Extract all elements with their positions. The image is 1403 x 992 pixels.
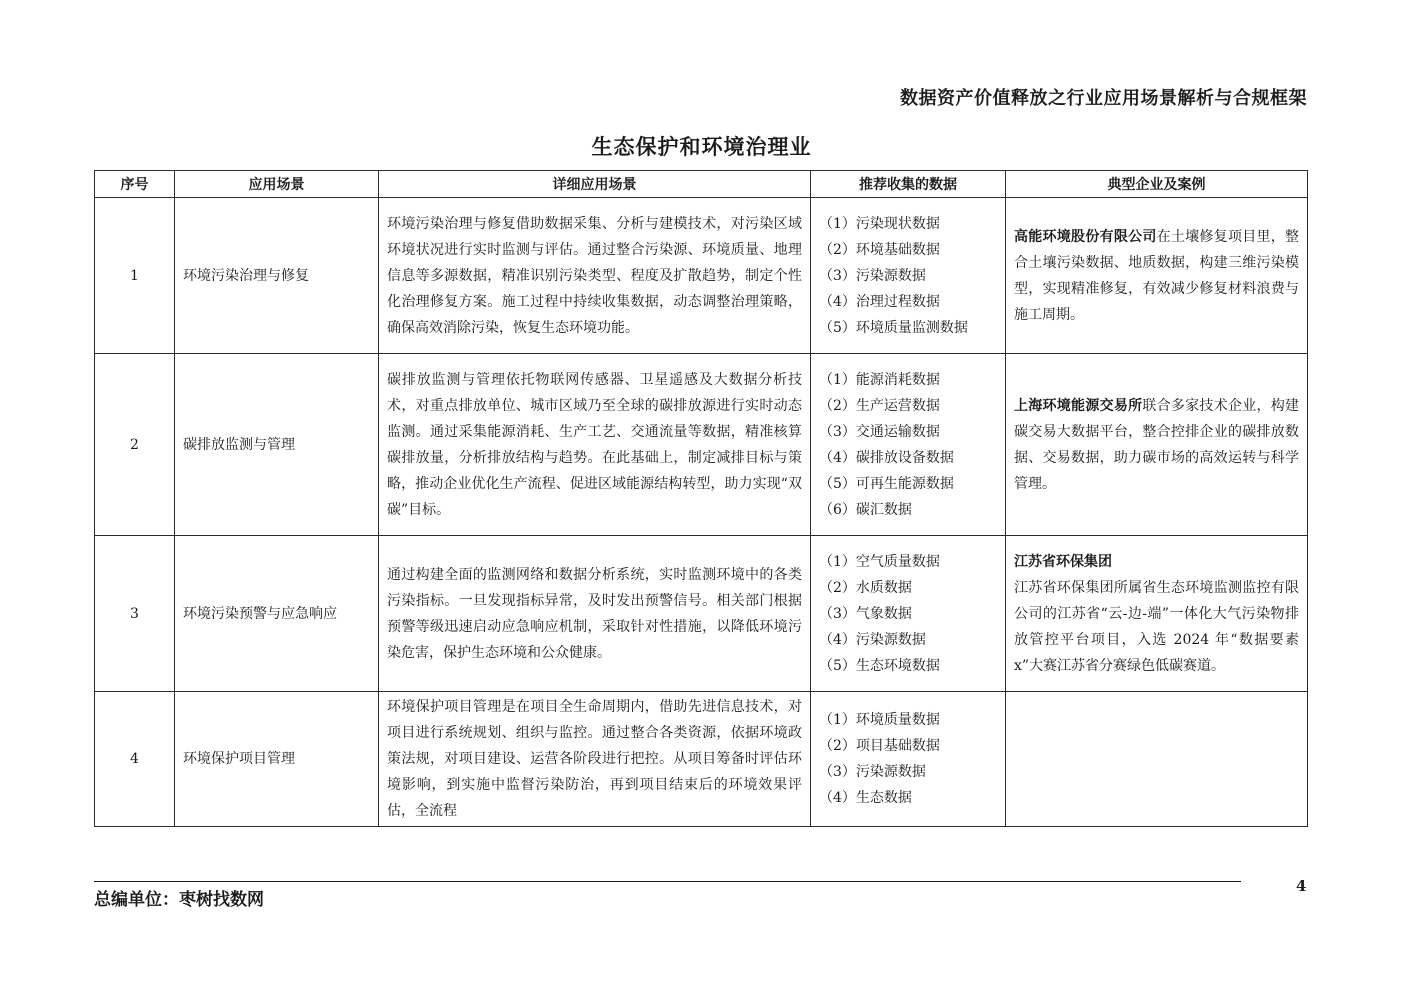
row-detail: 碳排放监测与管理依托物联网传感器、卫星遥感及大数据分析技术，对重点排放单位、城市区域乃至全球的碳排放源进行实时动态监测。通过采集能源消耗、生产工艺、交通流量等数据，精准核算碳排放量，分析排放结构与趋势。在此基础上，制定减排目标与策略，推动企业优化生产流程、促进区域能源结构转型，助力实现“双碳”目标。	[379, 354, 811, 536]
table-row	[95, 354, 1308, 536]
scenario-table	[94, 170, 1308, 827]
row-scene: 碳排放监测与管理	[175, 354, 379, 536]
data-item: （4）生态数据	[819, 790, 912, 806]
row-scene: 环境保护项目管理	[175, 692, 379, 827]
running-header-title: 数据资产价值释放之行业应用场景解析与合规框架	[900, 88, 1307, 109]
row-detail: 环境保护项目管理是在项目全生命周期内，借助先进信息技术，对项目进行系统规划、组织与监控。通过整合各类资源，依据环境政策法规，对项目建设、运营各阶段进行把控。从项目筹备时评估环境影响，到实施中监督污染防治，再到项目结束后的环境效果评估，全流程	[379, 692, 811, 827]
row-case	[1006, 198, 1308, 354]
row-data-list	[811, 354, 1006, 536]
case-company: 江苏省环保集团	[1014, 553, 1112, 570]
page-number: 4	[1296, 877, 1307, 895]
row-scene: 环境污染治理与修复	[175, 198, 379, 354]
row-number: 4	[95, 692, 175, 827]
column-header-case: 典型企业及案例	[1006, 171, 1308, 198]
case-company: 上海环境能源交易所	[1014, 397, 1143, 414]
data-item: （2）项目基础数据	[819, 738, 940, 754]
data-item: （1）空气质量数据	[819, 553, 940, 570]
data-item: （2）环境基础数据	[819, 241, 940, 258]
row-case	[1006, 354, 1308, 536]
case-text: 联合多家技术企业，构建碳交易大数据平台，整合控排企业的碳排放数据、交易数据，助力碳市场的高效运转与科学管理。	[1014, 397, 1300, 492]
table-row	[95, 536, 1308, 692]
case-company: 高能环境股份有限公司	[1014, 228, 1157, 245]
data-item: （3）气象数据	[819, 605, 912, 622]
case-text: 江苏省环保集团所属省生态环境监测监控有限公司的江苏省“云-边-端”一体化大气污染物排放管控平台项目，入选 2024 年“数据要素 x”大赛江苏省分赛绿色低碳赛道。	[1014, 579, 1299, 674]
table-header-row	[95, 171, 1308, 198]
row-number: 3	[95, 536, 175, 692]
table-row	[95, 692, 1308, 827]
data-item: （3）污染源数据	[819, 764, 926, 780]
column-header-detail: 详细应用场景	[379, 171, 811, 198]
data-item: （2）水质数据	[819, 579, 912, 596]
data-item: （2）生产运营数据	[819, 397, 940, 414]
data-item: （1）污染现状数据	[819, 215, 940, 232]
column-header-scene: 应用场景	[175, 171, 379, 198]
data-item: （6）碳汇数据	[819, 501, 912, 518]
row-number: 1	[95, 198, 175, 354]
table-row	[95, 198, 1308, 354]
footer-divider	[94, 881, 1241, 882]
row-scene: 环境污染预警与应急响应	[175, 536, 379, 692]
column-header-no: 序号	[95, 171, 175, 198]
case-text: 在土壤修复项目里，整合土壤污染数据、地质数据，构建三维污染模型，实现精准修复，有效减少修复材料浪费与施工周期。	[1014, 228, 1300, 323]
data-item: （5）环境质量监测数据	[819, 319, 968, 336]
data-item: （5）可再生能源数据	[819, 475, 954, 492]
data-item: （3）交通运输数据	[819, 423, 940, 440]
row-data-list	[811, 536, 1006, 692]
data-item: （3）污染源数据	[819, 267, 926, 284]
row-number: 2	[95, 354, 175, 536]
data-item: （5）生态环境数据	[819, 657, 940, 674]
row-case	[1006, 692, 1308, 827]
data-item: （4）污染源数据	[819, 631, 926, 648]
row-case	[1006, 536, 1308, 692]
row-data-list	[811, 692, 1006, 827]
row-data-list	[811, 198, 1006, 354]
footer-publisher: 总编单位：枣树找数网	[94, 890, 264, 910]
column-header-data: 推荐收集的数据	[811, 171, 1006, 198]
data-item: （1）环境质量数据	[819, 712, 940, 728]
data-item: （4）碳排放设备数据	[819, 449, 954, 466]
data-item: （4）治理过程数据	[819, 293, 940, 310]
section-title: 生态保护和环境治理业	[591, 135, 812, 159]
row-detail: 环境污染治理与修复借助数据采集、分析与建模技术，对污染区域环境状况进行实时监测与评估。通过整合污染源、环境质量、地理信息等多源数据，精准识别污染类型、程度及扩散趋势，制定个性化治理修复方案。施工过程中持续收集数据，动态调整治理策略，确保高效消除污染，恢复生态环境功能。	[379, 198, 811, 354]
row-detail: 通过构建全面的监测网络和数据分析系统，实时监测环境中的各类污染指标。一旦发现指标异常，及时发出预警信号。相关部门根据预警等级迅速启动应急响应机制，采取针对性措施，以降低环境污染危害，保护生态环境和公众健康。	[379, 536, 811, 692]
data-item: （1）能源消耗数据	[819, 371, 940, 388]
